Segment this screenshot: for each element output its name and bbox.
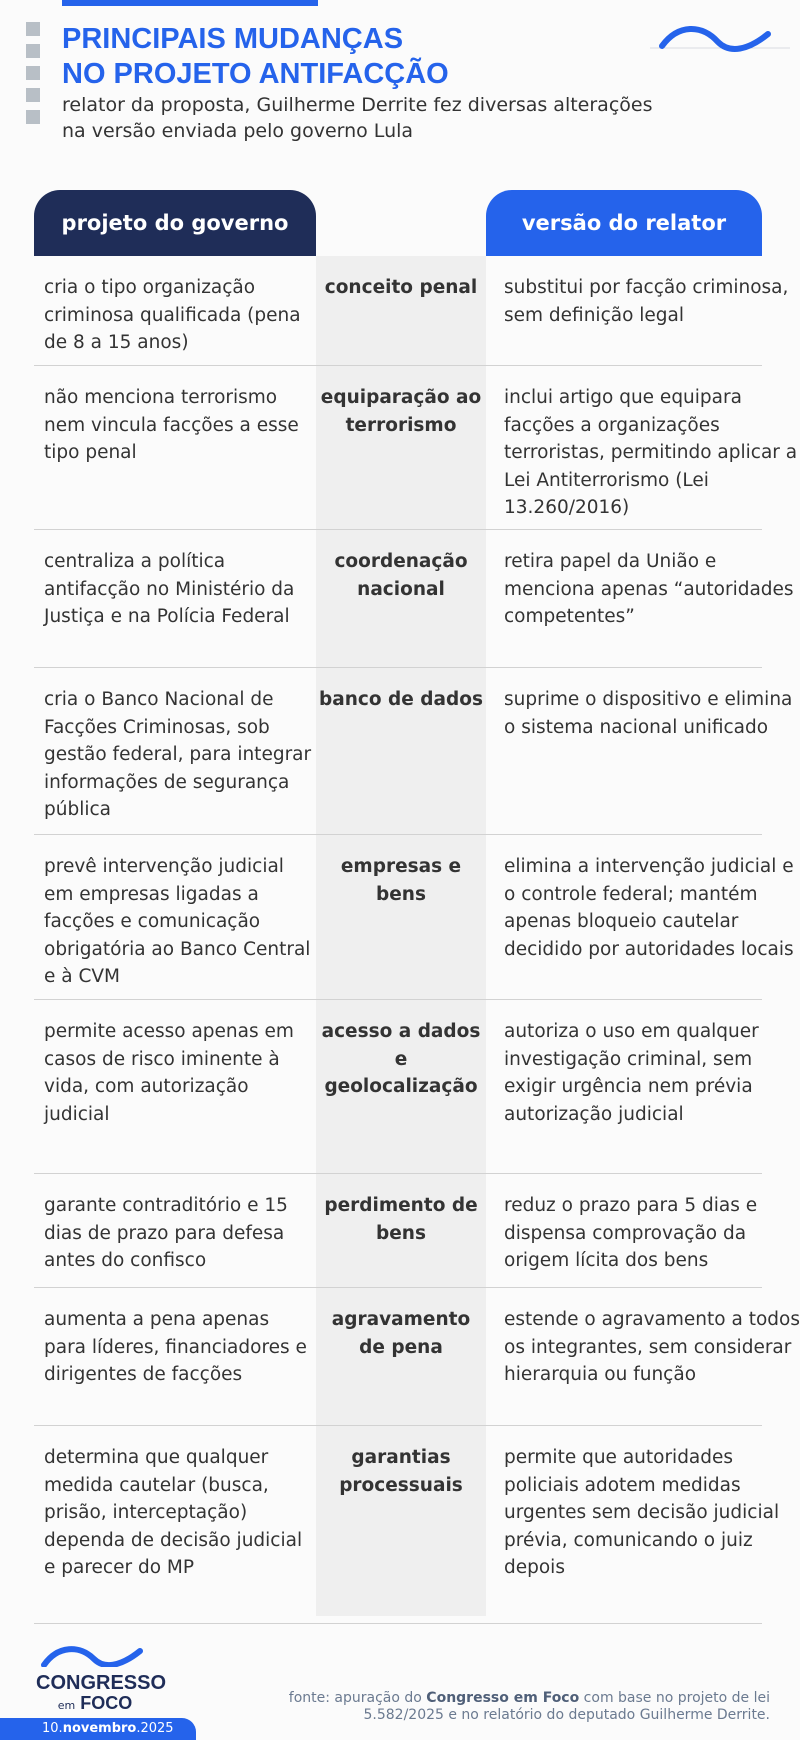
- topic-cell: perdimento de bens: [324, 1195, 478, 1244]
- top-accent-bar: [62, 0, 318, 6]
- column-header-governo: projeto do governo: [34, 190, 316, 256]
- title-line-1: PRINCIPAIS MUDANÇAS: [62, 23, 404, 55]
- topic-cell: agravamento de pena: [331, 1309, 471, 1358]
- table-row: [34, 530, 794, 668]
- source-suffix: com base no projeto de lei 5.582/2025 e no relatório do deputado Guilherme Derrite.: [363, 1690, 770, 1723]
- logo-em: em: [57, 1699, 76, 1712]
- topic-cell: garantias processuais: [339, 1447, 463, 1496]
- rel-cell: elimina a intervenção judicial e o controle federal; mantém apenas bloqueio cautelar decidido por autoridades locais: [504, 856, 794, 960]
- source-note: [250, 1690, 770, 1724]
- gov-cell: permite acesso apenas em casos de risco iminente à vida, com autorização judicial: [44, 1021, 294, 1125]
- gov-cell: aumenta a pena apenas para líderes, financiadores e dirigentes de facções: [44, 1309, 307, 1385]
- rel-cell: suprime o dispositivo e elimina o sistema nacional unificado: [504, 689, 793, 738]
- table-row: [34, 668, 793, 835]
- rel-cell: substitui por facção criminosa, sem definição legal: [504, 277, 789, 326]
- page-subtitle: relator da proposta, Guilherme Derrite fez diversas alterações na versão enviada pelo governo Lula: [62, 94, 653, 142]
- topic-cell: empresas e bens: [340, 856, 462, 905]
- rel-cell: permite que autoridades policiais adotem medidas urgentes sem decisão judicial prévia, comunicando o juiz depois: [504, 1447, 780, 1578]
- title-line-2: NO PROJETO ANTIFACÇÃO: [62, 58, 449, 90]
- source-prefix: fonte: apuração do: [288, 1690, 427, 1706]
- topic-cell: coordenação nacional: [334, 551, 468, 600]
- rel-cell: autoriza o uso em qualquer investigação criminal, sem exigir urgência nem prévia autorização judicial: [504, 1021, 759, 1125]
- logo-line-2: FOCO: [80, 1693, 133, 1713]
- date-month: novembro: [62, 1721, 137, 1736]
- table-row: [34, 1288, 800, 1426]
- topic-cell: equiparação ao terrorismo: [320, 387, 482, 436]
- gov-cell: determina que qualquer medida cautelar (busca, prisão, interceptação) dependa de decisão judicial e parecer do MP: [44, 1447, 303, 1578]
- congresso-em-foco-logo: [36, 1645, 176, 1714]
- topic-cell: banco de dados: [319, 689, 483, 710]
- gov-cell: cria o Banco Nacional de Facções Criminosas, sob gestão federal, para integrar informações de segurança pública: [44, 689, 312, 820]
- topic-cell: conceito penal: [324, 277, 478, 298]
- column-header-relator: versão do relator: [486, 190, 762, 256]
- table-row: [34, 1000, 762, 1174]
- table-row: [34, 256, 789, 366]
- date-badge: [0, 1718, 196, 1740]
- gov-cell: centraliza a política antifacção no Ministério da Justiça e na Polícia Federal: [44, 551, 295, 627]
- gov-cell: garante contraditório e 15 dias de prazo para defesa antes do confisco: [44, 1195, 288, 1271]
- date-year: .2025: [136, 1721, 174, 1736]
- logo-wave-icon: [36, 1645, 156, 1667]
- rel-cell: retira papel da União e menciona apenas “autoridades competentes”: [504, 551, 794, 627]
- table-row: [34, 366, 798, 530]
- comparison-table: [34, 256, 800, 1624]
- rel-cell: inclui artigo que equipara facções a organizações terroristas, permitindo aplicar a Lei Antiterrorismo (Lei 13.260/2016): [504, 387, 798, 518]
- rel-cell: estende o agravamento a todos os integrantes, sem considerar hierarquia ou função: [504, 1309, 800, 1385]
- page-title: [62, 22, 449, 92]
- topic-cell: acesso a dados e geolocalização: [321, 1021, 481, 1097]
- gov-cell: não menciona terrorismo nem vincula facções a esse tipo penal: [44, 387, 299, 463]
- gov-cell: prevê intervenção judicial em empresas ligadas a facções e comunicação obrigatória ao Banco Central e à CVM: [44, 856, 311, 987]
- table-row: [34, 1174, 762, 1288]
- gov-cell: cria o tipo organização criminosa qualificada (pena de 8 a 15 anos): [44, 277, 301, 353]
- brand-wave-icon: [650, 22, 790, 52]
- rel-cell: reduz o prazo para 5 dias e dispensa comprovação da origem lícita dos bens: [504, 1195, 758, 1271]
- side-decoration: [26, 22, 42, 132]
- table-row: [34, 1426, 780, 1624]
- date-day: 10.: [42, 1721, 63, 1736]
- source-bold: Congresso em Foco: [426, 1690, 580, 1706]
- logo-line-1: CONGRESSO: [36, 1672, 167, 1694]
- table-row: [34, 835, 794, 1000]
